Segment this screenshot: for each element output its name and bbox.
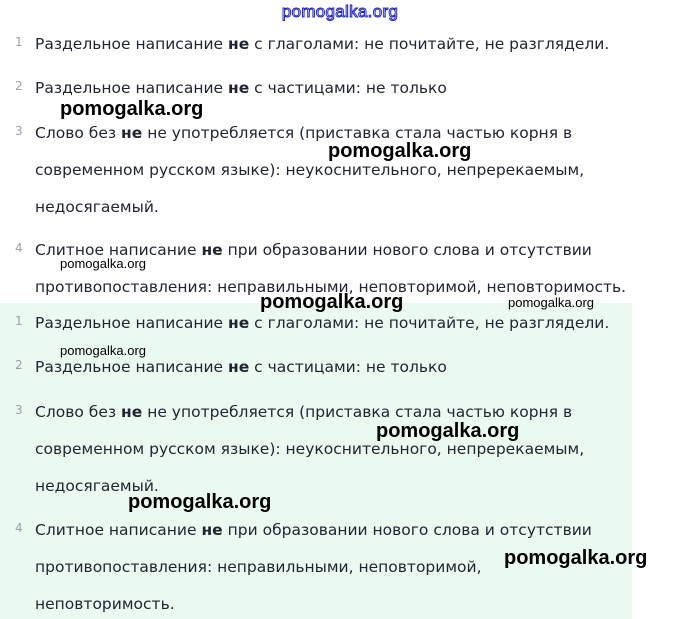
watermark-text: pomogalka.org xyxy=(128,491,272,513)
emphasis-ne: не xyxy=(228,358,250,376)
emphasis-ne: не xyxy=(201,521,223,539)
emphasis-ne: не xyxy=(121,403,143,421)
item-text-line: Слитное написание не при образовании нового слова и отсутствии xyxy=(35,521,592,539)
watermark-text: pomogalka.org xyxy=(60,256,146,271)
emphasis-ne: не xyxy=(228,35,250,53)
emphasis-ne: не xyxy=(228,79,250,97)
item-number: 3 xyxy=(15,403,23,417)
item-text-line: современном русском языке): неукоснительного, непререкаемым, xyxy=(35,440,585,458)
watermark-text: pomogalka.org xyxy=(328,140,472,162)
header-watermark: pomogalka.org xyxy=(281,2,399,21)
item-number: 3 xyxy=(15,124,23,138)
item-text-line: Слово без не не употребляется (приставка стала частью корня в xyxy=(35,403,573,421)
emphasis-ne: не xyxy=(121,124,143,142)
watermark-text: pomogalka.org xyxy=(60,98,204,120)
watermark-text: pomogalka.org xyxy=(508,295,594,310)
emphasis-ne: не xyxy=(201,241,223,259)
item-text-line: Слитное написание не при образовании нового слова и отсутствии xyxy=(35,241,592,259)
emphasis-ne: не xyxy=(228,314,250,332)
item-text-line: противопоставления: неправильными, неповторимой, xyxy=(35,558,482,576)
item-number: 4 xyxy=(15,521,23,535)
watermark-text: pomogalka.org xyxy=(260,291,404,313)
item-number: 4 xyxy=(15,241,23,255)
item-text-line: противопоставления: неправильными, неповторимой, неповторимость. xyxy=(35,278,627,296)
item-number: 1 xyxy=(15,35,23,49)
item-number: 2 xyxy=(15,358,23,372)
item-text-line: недосягаемый. xyxy=(35,477,159,495)
item-text-line: современном русском языке): неукоснительного, непререкаемым, xyxy=(35,161,585,179)
item-number: 2 xyxy=(15,79,23,93)
watermark-text: pomogalka.org xyxy=(60,343,146,358)
item-text-line: Раздельное написание не с частицами: не только xyxy=(35,79,447,97)
item-text-line: Слово без не не употребляется (приставка стала частью корня в xyxy=(35,124,573,142)
item-text-line: неповторимость. xyxy=(35,595,175,613)
item-number: 1 xyxy=(15,314,23,328)
item-text-line: недосягаемый. xyxy=(35,198,159,216)
item-text-line: Раздельное написание не с глаголами: не почитайте, не разглядели. xyxy=(35,35,610,53)
watermark-text: pomogalka.org xyxy=(376,420,520,442)
item-text-line: Раздельное написание не с глаголами: не почитайте, не разглядели. xyxy=(35,314,610,332)
item-text-line: Раздельное написание не с частицами: не только xyxy=(35,358,447,376)
watermark-text: pomogalka.org xyxy=(504,547,648,569)
